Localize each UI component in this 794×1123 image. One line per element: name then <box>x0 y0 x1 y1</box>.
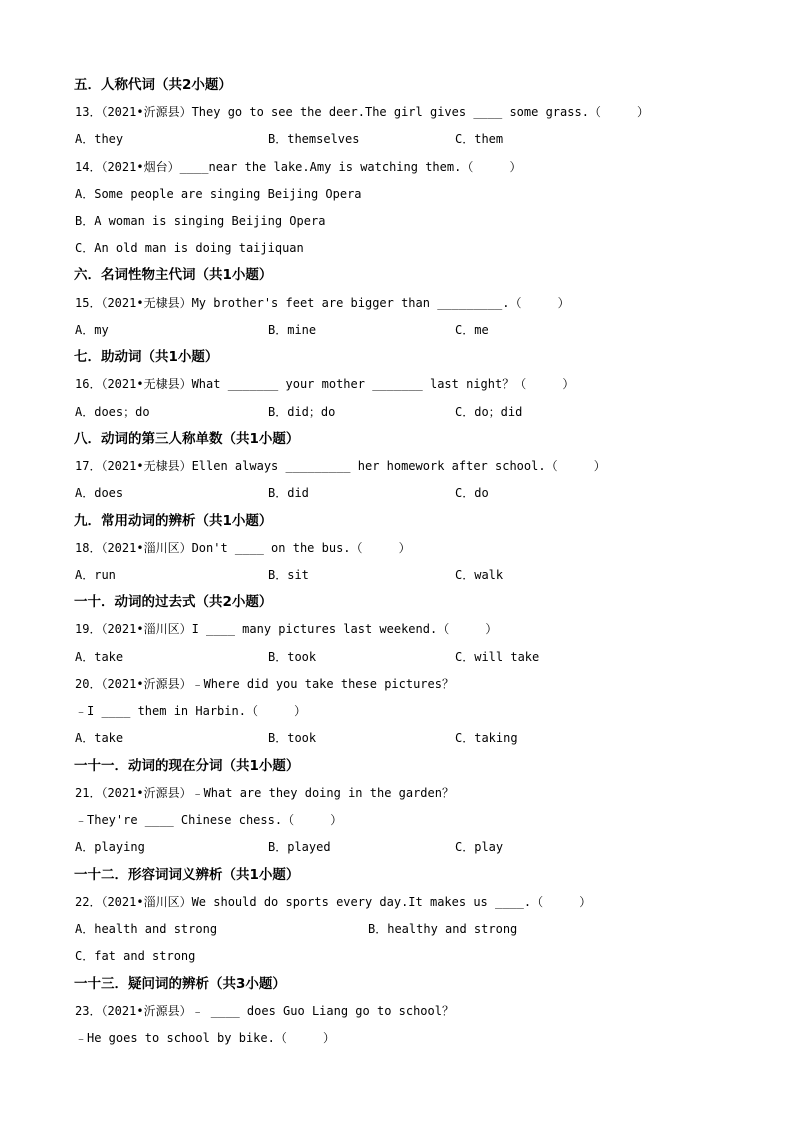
option-b: B．sit <box>268 568 309 582</box>
section-heading: 一十三．疑问词的辨析（共3小题） <box>74 976 286 992</box>
section-heading: 一十一．动词的现在分词（共1小题） <box>74 758 300 774</box>
option-a: A．Some people are singing Beijing Opera <box>75 187 362 201</box>
option-c: C．fat and strong <box>75 949 196 963</box>
option-b: B．healthy and strong <box>368 922 518 936</box>
option-b: B．took <box>268 650 317 664</box>
option-c: C．do；did <box>455 405 523 419</box>
option-a: A．my <box>75 323 109 337</box>
section-heading: 九．常用动词的辨析（共1小题） <box>74 513 273 529</box>
question-stem-reply: ﹣They're ____ Chinese chess.（ ） <box>75 813 343 827</box>
question-stem: 16．（2021•无棣县）What _______ your mother _______ last night？（ ） <box>75 377 575 391</box>
section-heading: 六．名词性物主代词（共1小题） <box>74 267 273 283</box>
option-b: B．themselves <box>268 132 360 146</box>
option-a: A．run <box>75 568 116 582</box>
section-heading: 五．人称代词（共2小题） <box>74 77 232 93</box>
question-stem: 21．（2021•沂源县）﹣What are they doing in the garden？ <box>75 786 454 800</box>
option-a: A．health and strong <box>75 922 218 936</box>
option-a: A．take <box>75 650 124 664</box>
option-c: C．will take <box>455 650 540 664</box>
option-c: C．play <box>455 840 504 854</box>
option-c: C．An old man is doing taijiquan <box>75 241 304 255</box>
option-b: B．took <box>268 731 317 745</box>
section-heading: 一十二．形容词词义辨析（共1小题） <box>74 867 300 883</box>
question-stem: 23．（2021•沂源县）﹣ ____ does Guo Liang go to school？ <box>75 1004 454 1018</box>
question-stem: 19．（2021•淄川区）I ____ many pictures last weekend.（ ） <box>75 622 498 636</box>
question-stem: 18．（2021•淄川区）Don't ____ on the bus.（ ） <box>75 541 411 555</box>
option-c: C．me <box>455 323 489 337</box>
option-b: B．played <box>268 840 331 854</box>
option-a: A．does <box>75 486 124 500</box>
question-stem-reply: ﹣I ____ them in Harbin.（ ） <box>75 704 307 718</box>
option-c: C．walk <box>455 568 504 582</box>
section-heading: 七．助动词（共1小题） <box>74 349 219 365</box>
question-stem: 20．（2021•沂源县）﹣Where did you take these pictures？ <box>75 677 454 691</box>
option-a: A．does；do <box>75 405 150 419</box>
option-c: C．them <box>455 132 504 146</box>
option-a: A．playing <box>75 840 145 854</box>
option-a: A．take <box>75 731 124 745</box>
option-c: C．do <box>455 486 489 500</box>
option-b: B．mine <box>268 323 317 337</box>
option-b: B．A woman is singing Beijing Opera <box>75 214 326 228</box>
option-b: B．did <box>268 486 309 500</box>
section-heading: 一十．动词的过去式（共2小题） <box>74 594 273 610</box>
option-a: A．they <box>75 132 124 146</box>
question-stem: 13．（2021•沂源县）They go to see the deer.The girl gives ____ some grass.（ ） <box>75 105 650 119</box>
question-stem: 15．（2021•无棣县）My brother's feet are bigger than _________.（ ） <box>75 296 570 310</box>
question-stem-reply: ﹣He goes to school by bike.（ ） <box>75 1031 335 1045</box>
option-b: B．did；do <box>268 405 336 419</box>
question-stem: 22．（2021•淄川区）We should do sports every day.It makes us ____.（ ） <box>75 895 592 909</box>
question-stem: 17．（2021•无棣县）Ellen always _________ her homework after school.（ ） <box>75 459 606 473</box>
option-c: C．taking <box>455 731 518 745</box>
section-heading: 八．动词的第三人称单数（共1小题） <box>74 431 300 447</box>
question-stem: 14．（2021•烟台）____near the lake.Amy is watching them.（ ） <box>75 160 522 174</box>
